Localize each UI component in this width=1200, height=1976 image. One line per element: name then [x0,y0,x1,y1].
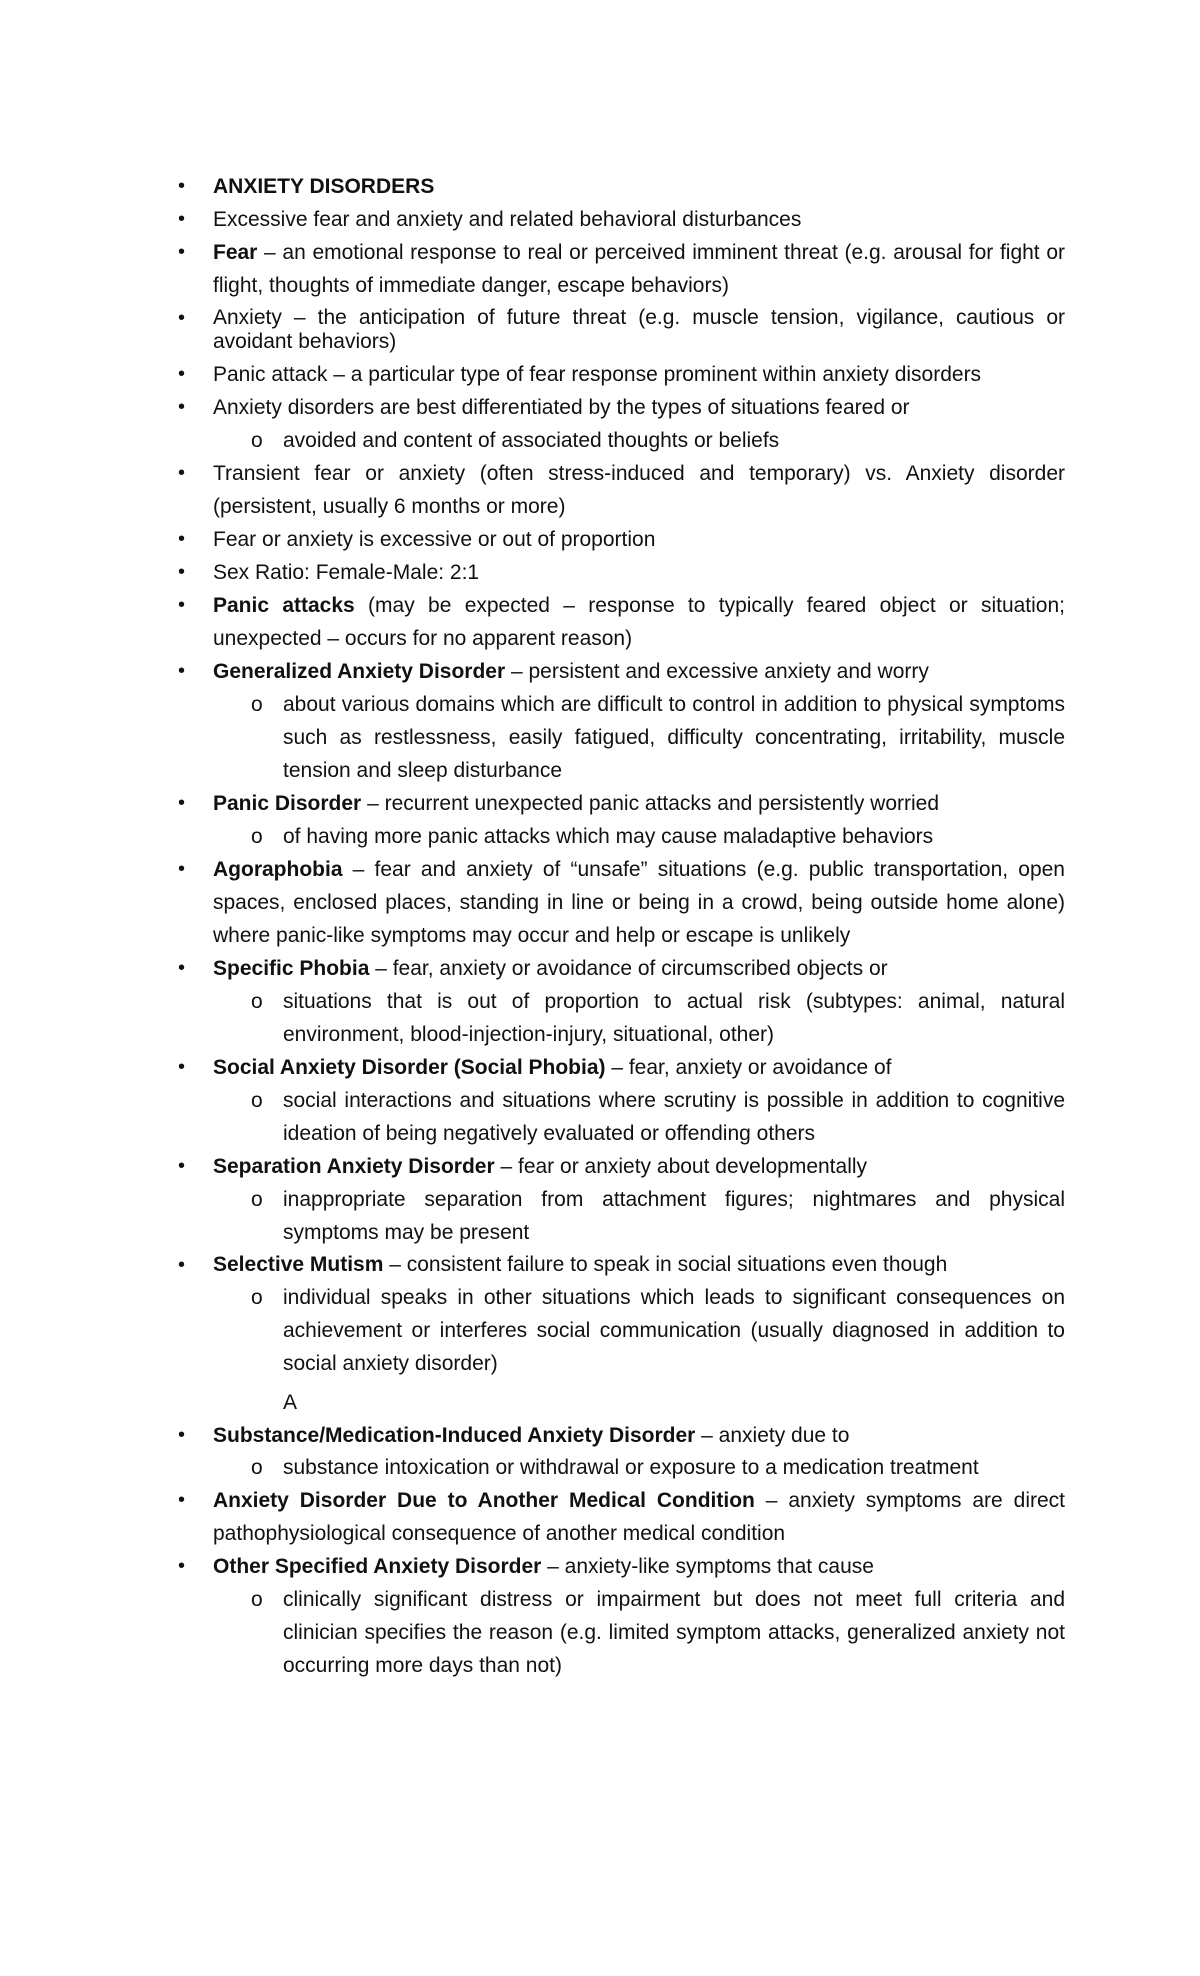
sub-list-item [175,820,1065,853]
list-item [175,1484,1065,1550]
list-item [175,236,1065,302]
sub-bullet-icon: o [251,693,263,716]
bullet-icon: • [178,363,186,385]
list-item [175,170,1065,203]
document-page [175,170,1065,1682]
item-text: Transient fear or anxiety (often stress-induced and temporary) vs. Anxiety disorder (persistent, usually 6 months or more) [213,462,1065,518]
item-heading: Fear [213,241,258,264]
item-text: – anxiety-like symptoms that cause [541,1555,874,1578]
item-text: – anxiety due to [695,1424,850,1447]
sub-bullet-icon: o [251,825,263,848]
item-text: – fear or anxiety about developmentally [494,1155,868,1178]
list-item [175,556,1065,589]
sub-bullet-icon: o [251,990,263,1013]
item-text: – recurrent unexpected panic attacks and persistently worried [361,792,940,815]
item-text: – anxiety symptoms are direct pathophysiological consequence of another medical condition [213,1489,1065,1545]
list-item [175,457,1065,523]
bullet-icon: • [178,1254,186,1276]
item-text: about various domains which are difficult to control in addition to physical symptoms such as restlessness, easily fatigued, difficulty concentrating, irritability, muscle tension and sleep disturbance [283,693,1065,782]
item-text: – fear, anxiety or avoidance of circumscribed objects or [369,957,888,980]
sub-list-item [175,688,1065,787]
sub-list-item [175,1452,1065,1484]
bullet-icon: • [178,396,186,418]
bullet-icon: • [178,1056,186,1078]
list-item [175,589,1065,655]
item-heading: ANXIETY DISORDERS [213,175,435,198]
sub-bullet-icon: o [251,1588,263,1611]
item-text: Panic attack – a particular type of fear response prominent within anxiety disorders [213,363,982,386]
bullet-icon: • [178,660,186,682]
item-text: – an emotional response to real or perceived imminent threat (e.g. arousal for fight or flight, thoughts of immediate danger, escape behaviors) [213,241,1065,297]
list-item [175,1051,1065,1084]
item-text: Fear or anxiety is excessive or out of proportion [213,528,656,551]
item-text: Anxiety – the anticipation of future threat (e.g. muscle tension, vigilance, cautious or avoidant behaviors) [213,306,1065,353]
sub-list-item [175,985,1065,1051]
list-item [175,952,1065,985]
list-item [175,523,1065,556]
item-text: – fear, anxiety or avoidance of [605,1056,892,1079]
item-heading: Specific Phobia [213,957,370,980]
item-text: Anxiety disorders are best differentiated by the types of situations feared or [213,396,910,419]
bullet-icon: • [178,858,186,880]
item-text: individual speaks in other situations which leads to significant consequences on achievement or interferes social communication (usually diagnosed in addition to social anxiety disorder) [283,1286,1065,1375]
bullet-icon: • [178,528,186,550]
bullet-icon: • [178,1555,186,1577]
stray-text [175,1386,1065,1419]
list-item [175,787,1065,820]
list-item [175,358,1065,391]
item-text: substance intoxication or withdrawal or exposure to a medication treatment [283,1456,979,1479]
item-heading: Panic Disorder [213,792,362,815]
list-item [175,391,1065,424]
bullet-icon: • [178,1489,186,1511]
item-text: avoided and content of associated thoughts or beliefs [283,429,780,452]
sub-list-item [175,1084,1065,1150]
item-heading: Anxiety Disorder Due to Another Medical Condition [213,1489,755,1512]
bullet-icon: • [178,175,186,197]
bullet-icon: • [178,1155,186,1177]
sub-bullet-icon: o [251,1188,263,1211]
bullet-icon: • [178,462,186,484]
sub-bullet-icon: o [251,1456,263,1479]
item-text: of having more panic attacks which may cause maladaptive behaviors [283,825,934,848]
item-text: – fear and anxiety of “unsafe” situations (e.g. public transportation, open spaces, enclosed places, standing in line or being in a crowd, being outside home alone) where panic-like symptoms may occur and help or escape is unlikely [213,858,1065,947]
sub-list-item [175,1583,1065,1682]
item-heading: Substance/Medication-Induced Anxiety Disorder [213,1424,696,1447]
item-heading: Panic attacks [213,594,355,617]
bullet-icon: • [178,561,186,583]
list-item [175,1150,1065,1183]
list-item [175,203,1065,236]
bullet-icon: • [178,957,186,979]
item-text: – consistent failure to speak in social situations even though [383,1253,948,1276]
item-text: Sex Ratio: Female-Male: 2:1 [213,561,480,584]
bullet-icon: • [178,792,186,814]
bullet-icon: • [178,208,186,230]
sub-list-item [175,1183,1065,1249]
item-text: A [283,1391,298,1414]
item-heading: Agoraphobia [213,858,343,881]
item-text: (may be expected – response to typically feared object or situation; unexpected – occurs for no apparent reason) [213,594,1066,650]
bullet-icon: • [178,241,186,263]
item-text: social interactions and situations where scrutiny is possible in addition to cognitive ideation of being negatively evaluated or offending others [283,1089,1065,1145]
bullet-icon: • [178,594,186,616]
item-heading: Other Specified Anxiety Disorder [213,1555,542,1578]
item-text: inappropriate separation from attachment figures; nightmares and physical symptoms may be present [283,1188,1065,1244]
sub-list-item [175,1281,1065,1380]
list-item [175,1419,1065,1452]
bullet-icon: • [178,1424,186,1446]
item-heading: Separation Anxiety Disorder [213,1155,495,1178]
list-item [175,655,1065,688]
item-text: situations that is out of proportion to actual risk (subtypes: animal, natural environment, blood-injection-injury, situational, other) [283,990,1065,1046]
sub-list-item [175,424,1065,457]
list-item [175,853,1065,952]
item-text: Excessive fear and anxiety and related behavioral disturbances [213,208,802,231]
list-item [175,1550,1065,1583]
item-heading: Generalized Anxiety Disorder [213,660,506,683]
sub-bullet-icon: o [251,429,263,452]
sub-bullet-icon: o [251,1089,263,1112]
list-item [175,302,1065,358]
list-item [175,1249,1065,1281]
item-heading: Social Anxiety Disorder (Social Phobia) [213,1056,606,1079]
item-text: clinically significant distress or impairment but does not meet full criteria and clinician specifies the reason (e.g. limited symptom attacks, generalized anxiety not occurring more days than not) [283,1588,1065,1677]
item-text: – persistent and excessive anxiety and worry [505,660,929,683]
bullet-icon: • [178,307,186,329]
sub-bullet-icon: o [251,1286,263,1309]
item-heading: Selective Mutism [213,1253,384,1276]
